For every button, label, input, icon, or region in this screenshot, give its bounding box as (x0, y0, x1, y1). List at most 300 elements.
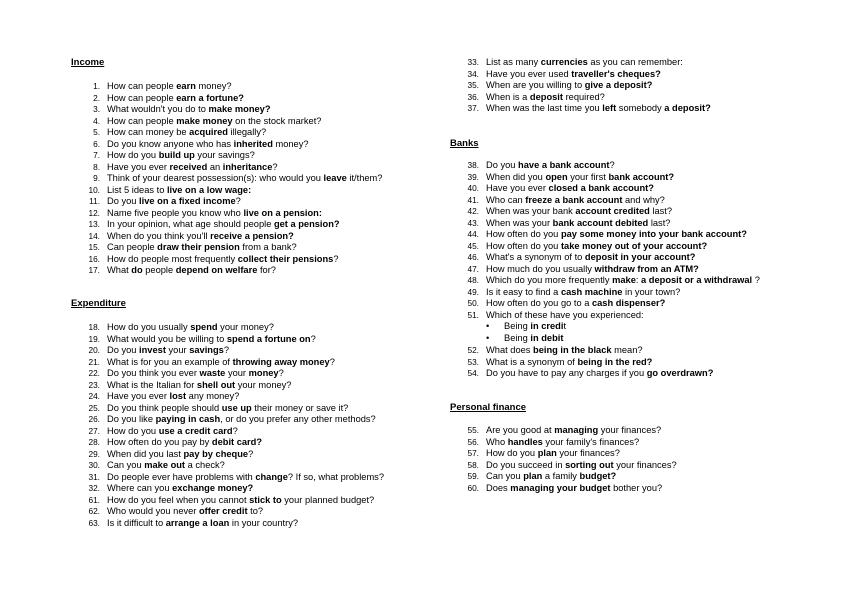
text: Have you ever (107, 391, 170, 401)
question-item (93, 115, 382, 128)
text: Do you (107, 345, 140, 355)
text: Being (504, 321, 531, 331)
question-number: 16. (88, 253, 100, 264)
question-number: 49. (467, 286, 479, 297)
keyword: invest (139, 345, 166, 355)
question-number: 36. (467, 91, 479, 102)
text: for? (257, 265, 276, 275)
question-number: 55. (467, 425, 479, 435)
text: How can people (107, 115, 177, 126)
question-number: 4. (93, 115, 100, 126)
personal-finance-list (467, 425, 677, 494)
text: How do you (486, 448, 538, 458)
keyword: pay some money into your bank account? (560, 229, 747, 239)
question-item (88, 207, 382, 220)
question-item (467, 263, 760, 276)
question-number: 5. (93, 127, 100, 137)
question-item (88, 402, 384, 415)
keyword: depend on welfare (175, 265, 258, 275)
text: How often do you (486, 240, 561, 251)
text: your money? (235, 379, 292, 390)
text: it/them? (346, 173, 383, 183)
question-number: 39. (467, 171, 479, 182)
text: What wouldn't you do to (107, 104, 209, 114)
text: in your town? (622, 286, 681, 297)
text: your (225, 368, 249, 378)
keyword: live on a pension: (243, 207, 322, 218)
question-number: 1. (93, 81, 100, 91)
keyword: change (255, 471, 288, 482)
question-number: 62. (88, 506, 100, 516)
keyword: go overdrawn? (646, 368, 714, 378)
question-number: 22. (88, 368, 100, 378)
question-number: 63. (88, 517, 100, 528)
text: your family's finances? (542, 436, 640, 447)
keyword: lost (169, 391, 187, 401)
text: ? (333, 253, 339, 264)
banks-list-a (467, 160, 760, 321)
question-number: 32. (88, 483, 100, 493)
question-number: 26. (88, 414, 100, 424)
text: Do people ever have problems with (107, 471, 256, 482)
text: ? (609, 160, 615, 170)
question-item (467, 240, 760, 253)
question-item (467, 57, 711, 69)
question-number: 3. (93, 104, 100, 114)
question-number: 56. (467, 436, 479, 447)
text: How can people (107, 81, 177, 91)
text: When was your bank (486, 206, 576, 216)
text: bother you? (610, 482, 663, 493)
text: last? (648, 217, 671, 228)
keyword: managing your budget (510, 482, 611, 493)
text: How often do you (486, 229, 561, 239)
keyword: use a credit card (158, 425, 233, 436)
keyword: a deposit? (664, 103, 711, 113)
question-number: 15. (88, 242, 100, 252)
keyword: earn a fortune? (176, 92, 244, 103)
question-item (88, 425, 384, 438)
text: Who (486, 436, 508, 447)
question-item (467, 68, 711, 81)
keyword: inherited (233, 138, 273, 149)
text: Being (504, 332, 531, 343)
question-item (467, 252, 760, 264)
text: Are you good at (486, 425, 555, 435)
keyword: use up (221, 402, 252, 413)
keyword: make money (176, 115, 233, 126)
text: Do you (486, 160, 519, 170)
keyword: spend (190, 322, 218, 332)
text: How do you usually (107, 322, 191, 332)
text: on the stock market? (232, 115, 322, 126)
text: ? (310, 333, 316, 344)
question-number: 8. (93, 161, 100, 172)
question-item (467, 286, 760, 299)
question-number: 46. (467, 252, 479, 262)
text: your money? (217, 322, 274, 332)
keyword: exchange money? (172, 483, 254, 493)
text: Have you ever used (486, 68, 572, 79)
question-item (467, 171, 760, 184)
question-item (89, 196, 382, 208)
keyword: live on a fixed income (139, 196, 236, 206)
keyword: deposit in your account? (584, 252, 696, 262)
heading-personal-finance: Personal finance (450, 402, 527, 413)
bullet-text (504, 321, 566, 333)
text: your planned budget? (281, 494, 375, 505)
banks-list-b (467, 345, 714, 380)
question-number: 25. (88, 402, 100, 413)
text: What is a synonym of (486, 356, 578, 367)
keyword: draw their pension (157, 242, 240, 252)
text: an (207, 161, 223, 172)
question-item (467, 160, 760, 172)
question-item (93, 150, 382, 162)
question-item (93, 161, 382, 174)
keyword: make out (144, 460, 186, 470)
keyword: managing (554, 425, 599, 435)
question-number: 9. (93, 173, 100, 183)
text: in your country? (229, 517, 299, 528)
text: Is it easy to find a (486, 286, 561, 297)
text: your (165, 345, 190, 355)
text: Can you (486, 471, 524, 481)
question-item (93, 92, 382, 105)
question-number: 30. (88, 460, 100, 470)
question-number: 19. (88, 333, 100, 344)
keyword: earn (176, 81, 196, 91)
text: ? (272, 161, 278, 172)
question-item (88, 345, 384, 357)
keyword: bank account? (608, 171, 675, 182)
keyword: stick to (249, 494, 282, 505)
keyword: budget? (579, 471, 617, 481)
text: as you can remember: (587, 57, 683, 67)
heading-banks: Banks (450, 138, 479, 149)
text: your first (567, 171, 609, 182)
keyword: debit card? (211, 437, 263, 447)
keyword: freeze a bank account (525, 194, 623, 205)
question-number: 13. (88, 219, 100, 229)
text: How can people (107, 92, 177, 103)
question-item (88, 184, 382, 197)
question-item (88, 414, 384, 426)
income-list (88, 81, 383, 277)
keyword: received (169, 161, 208, 172)
question-item (467, 482, 677, 495)
text: How do you feel when you cannot (107, 494, 250, 505)
text: their money or save it? (251, 402, 349, 413)
text: Do you have to pay any charges if you (486, 368, 647, 378)
text: from a bank? (239, 242, 297, 252)
keyword: take money out of your account? (560, 240, 708, 251)
keyword: bank account debited (552, 217, 649, 228)
currency-list (467, 57, 711, 115)
question-number: 17. (88, 265, 100, 275)
question-item (93, 127, 382, 139)
question-item (467, 368, 714, 380)
question-item (467, 309, 760, 322)
question-item (88, 230, 382, 243)
question-number: 18. (88, 322, 100, 332)
question-number: 11. (89, 196, 100, 206)
keyword: leave (323, 173, 347, 183)
text: ? (223, 345, 229, 355)
keyword: closed a bank account? (548, 183, 654, 193)
question-item (93, 104, 382, 116)
text: What would you be willing to (107, 333, 227, 344)
text: ? (278, 368, 284, 378)
text: Do you think you ever (107, 368, 200, 378)
keyword: acquired (189, 127, 228, 137)
text: How can money be (107, 127, 190, 137)
question-item (467, 425, 677, 437)
question-item (467, 194, 760, 207)
keyword: sorting out (565, 459, 614, 470)
text: and why? (622, 194, 665, 205)
text: ? (752, 275, 760, 285)
keyword: build up (158, 150, 195, 160)
text: When do you think you'll (107, 230, 211, 241)
keyword: spend a fortune on (226, 333, 311, 344)
text: people (142, 265, 176, 275)
text: Can people (107, 242, 158, 252)
question-item (88, 265, 382, 277)
keyword: cash dispenser? (591, 298, 666, 308)
question-number: 23. (88, 379, 100, 390)
text: When are you willing to (486, 80, 585, 90)
question-item (467, 275, 760, 287)
text: ? (329, 356, 335, 367)
keyword: pay by cheque (183, 448, 249, 459)
question-number: 51. (467, 309, 479, 320)
bullet-icon: • (486, 321, 490, 331)
text: What does (486, 345, 534, 355)
question-number: 37. (467, 103, 479, 113)
text: What is the Italian for (107, 379, 197, 390)
keyword: a deposit or a withdrawal (641, 275, 753, 285)
keyword: throwing away money (232, 356, 330, 367)
keyword: paying in cash (155, 414, 221, 424)
text: money? (195, 81, 232, 91)
question-item (467, 448, 677, 460)
text: Does (486, 482, 511, 493)
question-item (467, 91, 711, 104)
text: How often do you go to a (486, 298, 592, 308)
text: mean? (611, 345, 643, 355)
keyword: withdraw from an ATM? (594, 263, 699, 274)
text: What (107, 265, 132, 275)
keyword: in credi (530, 321, 564, 331)
question-number: 61. (88, 494, 100, 505)
question-item (88, 242, 382, 254)
question-item (467, 229, 760, 241)
keyword: collect their pensions (237, 253, 334, 264)
keyword: make (612, 275, 636, 285)
text: money? (272, 138, 309, 149)
question-number: 14. (88, 230, 100, 241)
question-item (93, 173, 383, 185)
keyword: cash machine (560, 286, 623, 297)
text: Do you think people should (107, 402, 222, 413)
text: your savings? (194, 150, 255, 160)
question-number: 12. (88, 207, 100, 218)
question-number: 31. (88, 471, 100, 482)
question-item (88, 368, 384, 380)
text: to? (247, 506, 264, 516)
text: Think of your dearest possession(s): who would you (107, 173, 324, 183)
text: ? If so, what problems? (287, 471, 385, 482)
question-number: 21. (88, 356, 100, 367)
keyword: plan (537, 448, 557, 458)
question-number: 29. (88, 448, 100, 459)
text: , or do you prefer any other methods? (220, 414, 376, 424)
text: Where can you (107, 483, 173, 493)
question-item (88, 219, 382, 231)
question-item (93, 81, 382, 93)
question-item (88, 322, 384, 334)
text: When is a (486, 91, 530, 102)
question-item (88, 471, 385, 484)
text: t (563, 321, 567, 331)
text: : (635, 275, 642, 285)
keyword: currencies (540, 57, 588, 67)
text: Is it difficult to (107, 517, 166, 528)
text: When was the last time you (486, 103, 603, 113)
question-item (88, 379, 384, 392)
question-number: 38. (467, 160, 479, 170)
question-item (88, 506, 384, 518)
text: required? (562, 91, 605, 102)
question-item (467, 206, 760, 218)
question-item (88, 517, 384, 530)
question-number: 40. (467, 183, 479, 193)
question-item (467, 80, 711, 92)
text: your finances? (613, 459, 677, 470)
text: ? (248, 448, 254, 459)
question-item (467, 436, 677, 449)
question-item (467, 103, 711, 115)
keyword: traveller's cheques? (571, 68, 661, 79)
text: Who would you never (107, 506, 199, 516)
text: Which of these have you experienced: (486, 309, 644, 320)
keyword: savings (189, 345, 224, 355)
keyword: in debit (530, 332, 564, 343)
question-number: 28. (88, 437, 100, 447)
question-item (88, 356, 384, 369)
question-number: 50. (467, 298, 479, 308)
keyword: deposit (529, 91, 563, 102)
question-item (88, 437, 384, 449)
question-number: 10. (88, 184, 100, 195)
keyword: get a pension? (273, 219, 340, 229)
question-number: 54. (467, 368, 479, 378)
question-number: 2. (93, 92, 100, 103)
heading-expenditure: Expenditure (71, 298, 126, 309)
keyword: plan (523, 471, 543, 481)
question-number: 44. (467, 229, 479, 239)
question-number: 27. (88, 425, 100, 436)
text: How do you (107, 150, 159, 160)
text: Which do you more frequently (486, 275, 613, 285)
keyword: left (602, 103, 617, 113)
question-number: 34. (467, 68, 479, 79)
text: List as many (486, 57, 541, 67)
text: How often do you pay by (107, 437, 212, 447)
keyword: live on a low wage: (166, 184, 252, 195)
question-item (88, 494, 384, 507)
keyword: being in the red? (577, 356, 653, 367)
heading-income: Income (71, 57, 105, 68)
keyword: waste (199, 368, 226, 378)
question-item (88, 253, 382, 266)
text: What is for you an example of (107, 356, 233, 367)
text: When did you (486, 171, 546, 182)
text: a family (542, 471, 580, 481)
keyword: inheritance (222, 161, 273, 172)
text: your finances? (556, 448, 620, 458)
text: Do you know anyone who has (107, 138, 234, 149)
question-number: 47. (467, 263, 479, 274)
question-number: 35. (467, 80, 479, 90)
question-number: 42. (467, 206, 479, 216)
question-number: 58. (467, 459, 479, 470)
question-item (467, 298, 760, 310)
question-number: 45. (467, 240, 479, 251)
question-number: 33. (467, 57, 479, 67)
question-number: 7. (93, 150, 100, 160)
text: last? (649, 206, 673, 216)
question-number: 41. (467, 194, 479, 205)
question-item (467, 217, 760, 230)
text: Have you ever (107, 161, 170, 172)
question-number: 20. (88, 345, 100, 355)
question-number: 6. (93, 138, 100, 149)
question-item (467, 356, 713, 369)
question-number: 53. (467, 356, 479, 367)
keyword: account credited (575, 206, 650, 216)
question-number: 59. (467, 471, 479, 481)
keyword: receive a pension? (210, 230, 294, 241)
question-number: 57. (467, 448, 479, 458)
question-item (88, 483, 384, 495)
question-number: 60. (467, 482, 479, 493)
keyword: give a deposit? (584, 80, 653, 90)
keyword: make money? (208, 104, 271, 114)
keyword: being in the black (533, 345, 612, 355)
text: Can you (107, 460, 145, 470)
question-item (88, 460, 384, 472)
text: Have you ever (486, 183, 549, 193)
text: How much do you usually (486, 263, 595, 274)
text: How do you (107, 425, 159, 436)
keyword: have a bank account (518, 160, 610, 170)
question-item (93, 138, 382, 151)
text: When was your (486, 217, 553, 228)
keyword: arrange a loan (165, 517, 230, 528)
bullet-text (504, 333, 563, 345)
question-item (467, 183, 760, 195)
text: How do people most frequently (107, 253, 238, 264)
question-item (467, 345, 713, 357)
text: Who can (486, 194, 526, 205)
text: a check? (185, 460, 225, 470)
text: any money? (186, 391, 240, 401)
keyword: money (248, 368, 279, 378)
keyword: shell out (196, 379, 236, 390)
expenditure-list (88, 322, 385, 529)
